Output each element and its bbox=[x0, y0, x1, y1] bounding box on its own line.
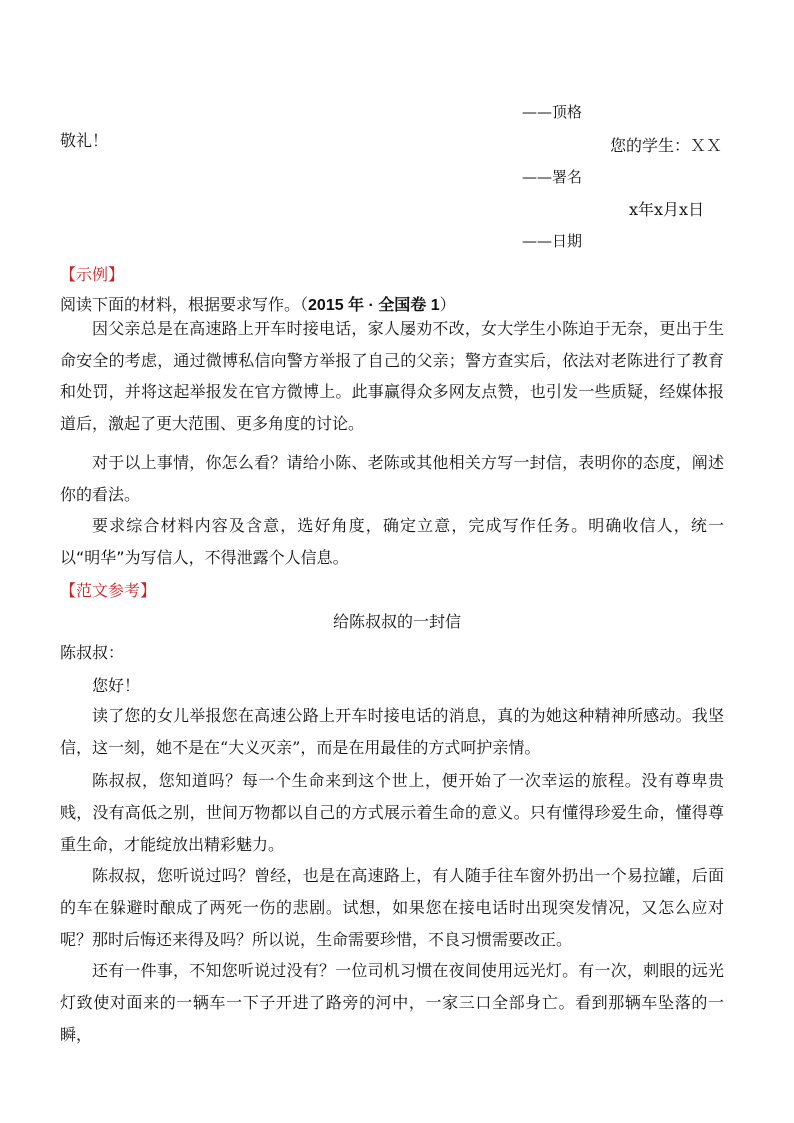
intro-source: 2015 年 · 全国卷 1 bbox=[308, 297, 440, 314]
signature-text: 您的学生：ＸＸ bbox=[610, 136, 723, 155]
essay-paragraph: 陈叔叔，您知道吗？每一个生命来到这个世上，便开始了一次幸运的旅程。没有尊卑贵贱，没有高低之别，世间万物都以自己的方式展示着生命的意义。只有懂得珍爱生命，懂得尊重生命，才能绽放出精彩魅力。 bbox=[60, 771, 724, 854]
example-heading: 【示例】 bbox=[60, 265, 125, 284]
salute-text: 敬礼！ bbox=[60, 131, 109, 150]
intro-close: ） bbox=[439, 295, 456, 314]
essay-paragraph: 读了您的女儿举报您在高速公路上开车时接电话的消息，真的为她这种精神所感动。我坚信，这一刻，她不是在“大义灭亲”，而是在用最佳的方式呵护亲情。 bbox=[60, 706, 724, 757]
date-text: x年x月x日 bbox=[629, 200, 705, 219]
essay-hello: 您好！ bbox=[92, 676, 141, 695]
model-essay-heading: 【范文参考】 bbox=[60, 581, 157, 600]
essay-title: 给陈叔叔的一封信 bbox=[332, 612, 461, 631]
essay-greeting: 陈叔叔： bbox=[60, 643, 125, 662]
signature-format-note: ——署名 bbox=[522, 168, 583, 186]
example-intro bbox=[60, 292, 456, 315]
essay-paragraph: 还有一件事，不知您听说过没有？一位司机习惯在夜间使用远光灯。有一次，刺眼的远光灯致使对面来的一辆车一下子开进了路旁的河中，一家三口全部身亡。看到那辆车坠落的一瞬， bbox=[60, 961, 724, 1044]
question-paragraph: 对于以上事情，你怎么看？请给小陈、老陈或其他相关方写一封信，表明你的态度，阐述你的看法。 bbox=[60, 453, 724, 504]
date-format-note: ——日期 bbox=[522, 232, 583, 250]
material-paragraph: 因父亲总是在高速路上开车时接电话，家人屡劝不改，女大学生小陈迫于无奈，更出于生命安全的考虑，通过微博私信向警方举报了自己的父亲；警方查实后，依法对老陈进行了教育和处罚，并将这起举报发在官方微博上。此事赢得众多网友点赞，也引发一些质疑，经媒体报道后，激起了更大范围、更多角度的讨论。 bbox=[60, 319, 724, 434]
intro-text: 阅读下面的材料，根据要求写作。（ bbox=[60, 295, 309, 314]
salute-format-note: ——顶格 bbox=[522, 103, 583, 121]
essay-paragraph: 陈叔叔，您听说过吗？曾经，也是在高速路上，有人随手往车窗外扔出一个易拉罐，后面的车在躲避时酿成了两死一伤的悲剧。试想，如果您在接电话时出现突发情况，又怎么应对呢？那时后悔还来得及吗？所以说，生命需要珍惜，不良习惯需要改正。 bbox=[60, 866, 724, 949]
requirement-paragraph: 要求综合材料内容及含意，选好角度，确定立意，完成写作任务。明确收信人，统一以“明华”为写信人，不得泄露个人信息。 bbox=[60, 516, 724, 567]
